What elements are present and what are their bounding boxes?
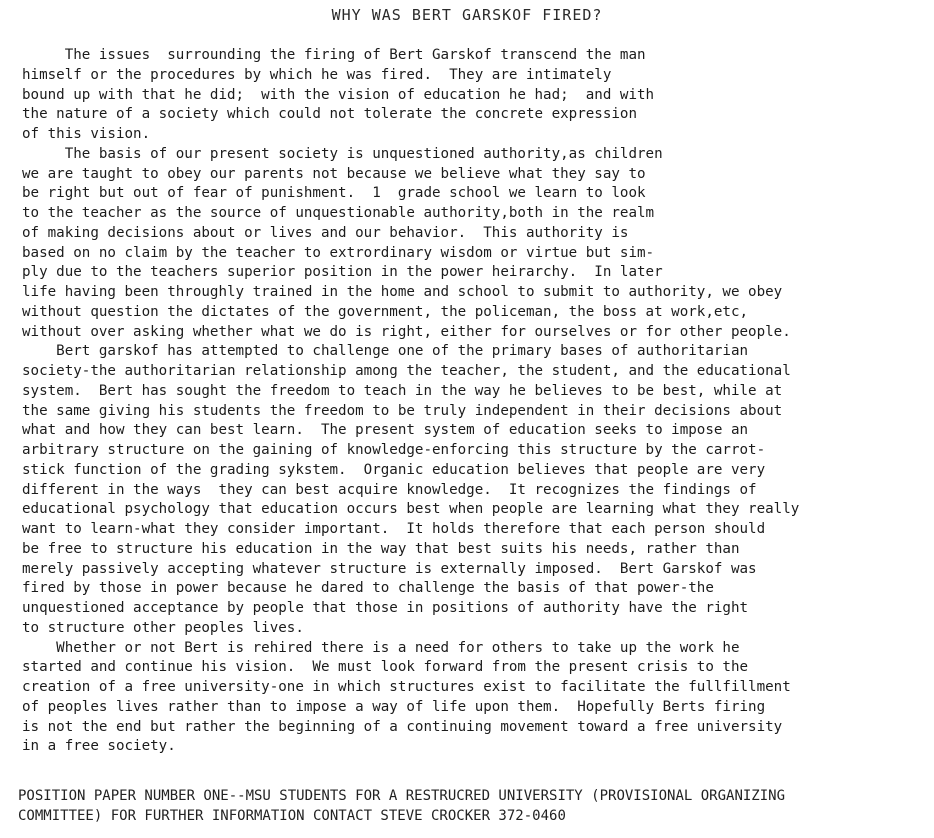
body-line: what and how they can best learn. The present system of education seeks to impose an (22, 422, 749, 439)
footer-line: POSITION PAPER NUMBER ONE--MSU STUDENTS FOR A RESTRUCRED UNIVERSITY (PROVISIONAL ORGANIZING (18, 788, 786, 804)
document-title: WHY WAS BERT GARSKOF FIRED? (331, 6, 603, 24)
body-line: system. Bert has sought the freedom to teach in the way he believes to be best, while at (22, 382, 783, 399)
body-line: different in the ways they can best acquire knowledge. It recognizes the findings of (22, 481, 757, 498)
body-line: fired by those in power because he dared to challenge the basis of that power-the (22, 580, 714, 597)
body-line: the nature of a society which could not tolerate the concrete expression (22, 106, 637, 123)
body-line: creation of a free university-one in which structures exist to facilitate the fullfillment (22, 679, 791, 695)
body-line: bound up with that he did; with the vision of education he had; and with (22, 86, 655, 103)
body-line: merely passively accepting whatever structure is externally imposed. Bert Garskof was (22, 560, 757, 577)
body-line: arbitrary structure on the gaining of knowledge-enforcing this structure by the carrot- (22, 442, 766, 458)
body-line: The basis of our present society is unquestioned authority,as children (22, 145, 663, 162)
body-line: educational psychology that education occurs best when people are learning what they really (22, 501, 800, 518)
body-line: to the teacher as the source of unquestionable authority,both in the realm (22, 205, 655, 221)
body-line: society-the authoritarian relationship among the teacher, the student, and the educational (22, 363, 791, 379)
body-line: Whether or not Bert is rehired there is a need for others to take up the work he (22, 639, 740, 656)
body-line: started and continue his vision. We must look forward from the present crisis to the (22, 659, 749, 676)
body-line: without question the dictates of the government, the policeman, the boss at work,etc, (22, 303, 749, 320)
body-line: be right but out of fear of punishment. 1 grade school we learn to look (22, 185, 646, 202)
body-line: in a free society. (22, 738, 176, 755)
body-line: we are taught to obey our parents not because we believe what they say to (22, 165, 646, 182)
body-line: based on no claim by the teacher to extrordinary wisdom or virtue but sim- (22, 244, 655, 261)
body-line: life having been throughly trained in the home and school to submit to authority, we obey (22, 284, 783, 300)
body-line: the same giving his students the freedom to be truly independent in their decisions about (22, 402, 783, 419)
body-line: without over asking whether what we do is right, either for ourselves or for other people. (22, 323, 791, 340)
document-body (22, 46, 922, 757)
body-line: Bert garskof has attempted to challenge one of the primary bases of authoritarian (22, 343, 749, 360)
body-line: ply due to the teachers superior position in the power heirarchy. In later (22, 264, 663, 281)
body-line: stick function of the grading sykstem. Organic education believes that people are very (22, 461, 766, 478)
body-line: of this vision. (22, 126, 151, 142)
body-line: is not the end but rather the beginning of a continuing movement toward a free university (22, 718, 783, 735)
body-line: be free to structure his education in the way that best suits his needs, rather than (22, 540, 740, 557)
body-line: want to learn-what they consider important. It holds therefore that each person should (22, 521, 766, 537)
footer-line: COMMITTEE) FOR FURTHER INFORMATION CONTACT STEVE CROCKER 372-0460 (18, 808, 566, 824)
body-line: unquestioned acceptance by people that those in positions of authority have the right (22, 600, 749, 616)
body-line: himself or the procedures by which he was fired. They are intimately (22, 66, 612, 83)
body-line: of peoples lives rather than to impose a way of life upon them. Hopefully Berts firing (22, 698, 766, 715)
body-line: to structure other peoples lives. (22, 619, 304, 636)
body-line: of making decisions about or lives and our behavior. This authority is (22, 224, 629, 241)
body-line: The issues surrounding the firing of Bert Garskof transcend the man (22, 47, 646, 63)
document-footer (18, 786, 928, 826)
